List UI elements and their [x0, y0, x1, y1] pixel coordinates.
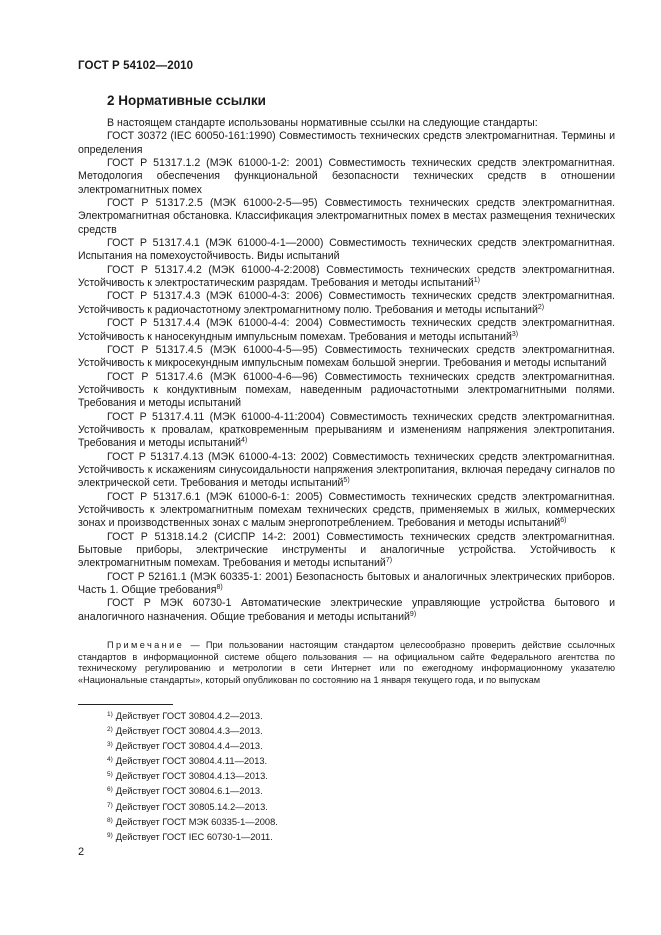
footnote-marker: 8) [216, 584, 223, 592]
reference-item [78, 491, 615, 531]
reference-text: ГОСТ Р 51317.1.2 (МЭК 61000-1-2: 2001) Совместимость технических средств электромагнитная. Методология обеспечения функциональной безопасности технических средств в отношении электромагнитных помех [78, 157, 615, 196]
note-label: Примечание [107, 640, 185, 650]
reference-text: ГОСТ Р 51318.14.2 (СИСПР 14-2: 2001) Совместимость технических средств электромагнитная. Бытовые приборы, электрические инструменты и аналогичные устройства. Устойчивость к электромагнитным помехам. Требования и методы испытаний [78, 530, 615, 570]
footnote-marker: 9) [409, 610, 417, 618]
footnote-mark: 1) [107, 711, 113, 718]
footnote-mark: 2) [107, 726, 113, 734]
reference-item [78, 237, 615, 264]
reference-text: ГОСТ Р 51317.4.1 (МЭК 61000-4-1—2000) Совместимость технических средств электромагнитная. Испытания на помехоустойчивость. Виды испытаний [78, 237, 615, 263]
reference-text: ГОСТ Р 51317.4.4 (МЭК 61000-4-4: 2004) Совместимость технических средств электромагнитная. Устойчивость к наносекундным импульсным помехам. Требования и методы испытаний [78, 317, 615, 343]
footnote-text: Действует ГОСТ IEC 60730-1—2011. [115, 831, 273, 842]
footnote-marker: 3) [511, 330, 519, 338]
footnote-marker: 6) [560, 517, 567, 525]
section-title: 2 Нормативные ссылки [107, 93, 266, 108]
footnote-marker: 1) [473, 277, 481, 285]
reference-item [78, 130, 615, 157]
reference-text: ГОСТ Р 51317.2.5 (МЭК 61000-2-5—95) Совместимость технических средств электромагнитная. Электромагнитная обстановка. Классификация электромагнитных помех в местах размещения технических средств [78, 197, 615, 236]
footnotes-list [107, 709, 278, 845]
reference-item [78, 290, 615, 317]
footnote-item [107, 815, 278, 830]
page-number: 2 [78, 846, 85, 858]
footnote-mark: 4) [107, 756, 113, 764]
reference-text: ГОСТ Р МЭК 60730-1 Автоматические электрические управляющие устройства бытового и аналогичного назначения. Общие требования и методы испытаний [78, 597, 615, 623]
footnote-item [107, 800, 278, 815]
reference-item [78, 157, 615, 197]
footnote-item [107, 724, 278, 739]
footnote-text: Действует ГОСТ 30804.4.13—2013. [115, 771, 268, 782]
footnote-mark: 7) [107, 801, 113, 809]
reference-text: ГОСТ 30372 (IEC 60050-161:1990) Совместимость технических средств электромагнитная. Термины и определения [78, 130, 615, 156]
footnote-marker: 7) [385, 557, 393, 565]
footnote-text: Действует ГОСТ 30805.14.2—2013. [115, 801, 268, 812]
note-text: — При пользовании настоящим стандартом целесообразно проверить действие ссылочных стандартов в информационной системе общего пользования — на официальном сайте Федерального агентства по техническому регулированию и метрологии в сети Интернет или по ежегодному информационному указателю «Национальные стандарты», который опубликован по состоянию на 1 января текущего года, и по выпускам [78, 640, 615, 685]
reference-text: ГОСТ Р 51317.4.6 (МЭК 61000-4-6—96) Совместимость технических средств электромагнитная. Устойчивость к кондуктивным помехам, наведенным радиочастотными электромагнитными полями. Требования и методы испытаний [78, 370, 615, 410]
footnote-divider [78, 704, 173, 705]
intro-paragraph: В настоящем стандарте использованы нормативные ссылки на следующие стандарты: [107, 117, 538, 129]
reference-item [78, 371, 615, 411]
reference-text: ГОСТ Р 51317.4.3 (МЭК 61000-4-3: 2006) Совместимость технических средств электромагнитная. Устойчивость к радиочастотному электромагнитному полю. Требования и методы испытаний [78, 290, 615, 316]
footnote-item [107, 709, 278, 724]
footnote-text: Действует ГОСТ 30804.4.4—2013. [115, 741, 263, 752]
reference-text: ГОСТ Р 51317.4.2 (МЭК 61000-4-2:2008) Совместимость технических средств электромагнитная. Устойчивость к электростатическим разрядам. Требования и методы испытаний [78, 263, 615, 290]
reference-item [78, 571, 615, 598]
footnote-mark: 8) [107, 816, 113, 824]
footnote-mark: 6) [107, 786, 113, 794]
reference-text: ГОСТ Р 51317.6.1 (МЭК 61000-6-1: 2005) Совместимость технических средств электромагнитная. Устойчивость к электромагнитным помехам технических средств, применяемых в жилых, коммерческих зонах и производственных зонах с малым энергопотреблением. Требования и методы испытаний [78, 490, 615, 530]
footnote-marker: 4) [241, 437, 248, 445]
reference-text: ГОСТ Р 51317.4.13 (МЭК 61000-4-13: 2002) Совместимость технических средств электромагнитная. Устойчивость к искажениям синусоидальности напряжения электропитания, включая передачу сигналов по электрической сети. Требования и методы испытаний [78, 450, 615, 490]
reference-item [78, 317, 615, 344]
footnote-mark: 9) [107, 831, 113, 839]
footnote-item [107, 769, 278, 784]
footnote-item [107, 830, 278, 845]
reference-item [78, 264, 615, 291]
reference-text: ГОСТ Р 52161.1 (МЭК 60335-1: 2001) Безопасность бытовых и аналогичных электрических приборов. Часть 1. Общие требования [78, 570, 615, 597]
footnote-text: Действует ГОСТ 30804.4.3—2013. [115, 726, 263, 737]
footnote-text: Действует ГОСТ 30804.4.2—2013. [115, 711, 263, 721]
reference-text: ГОСТ Р 51317.4.5 (МЭК 61000-4-5—95) Совместимость технических средств электромагнитная. Устойчивость к микросекундным импульсным помехам большой энергии. Требования и методы испытаний [78, 343, 615, 370]
reference-item [78, 344, 615, 371]
footnote-item [107, 784, 278, 799]
footnote-text: Действует ГОСТ 30804.4.11—2013. [115, 756, 268, 767]
footnote-item [107, 754, 278, 769]
footnote-marker: 5) [343, 477, 350, 485]
footnote-mark: 3) [107, 741, 113, 749]
footnote-item [107, 739, 278, 754]
document-header: ГОСТ Р 54102—2010 [78, 60, 194, 72]
footnote-text: Действует ГОСТ МЭК 60335-1—2008. [115, 816, 278, 827]
footnote-text: Действует ГОСТ 30804.6.1—2013. [115, 786, 263, 797]
footnote-marker: 2) [537, 303, 545, 311]
footnote-mark: 5) [107, 771, 113, 779]
references-body [78, 117, 615, 624]
references-list [78, 130, 615, 624]
reference-item [78, 197, 615, 237]
reference-text: ГОСТ Р 51317.4.11 (МЭК 61000-4-11:2004) Совместимость технических средств электромагнитная. Устойчивость к провалам, кратковременным прерываниям и изменениям напряжения электропитания. Требования и методы испытаний [78, 410, 615, 450]
reference-item [78, 411, 615, 451]
reference-item [78, 451, 615, 491]
note-paragraph [78, 640, 615, 686]
reference-item [78, 597, 615, 624]
reference-item [78, 531, 615, 571]
